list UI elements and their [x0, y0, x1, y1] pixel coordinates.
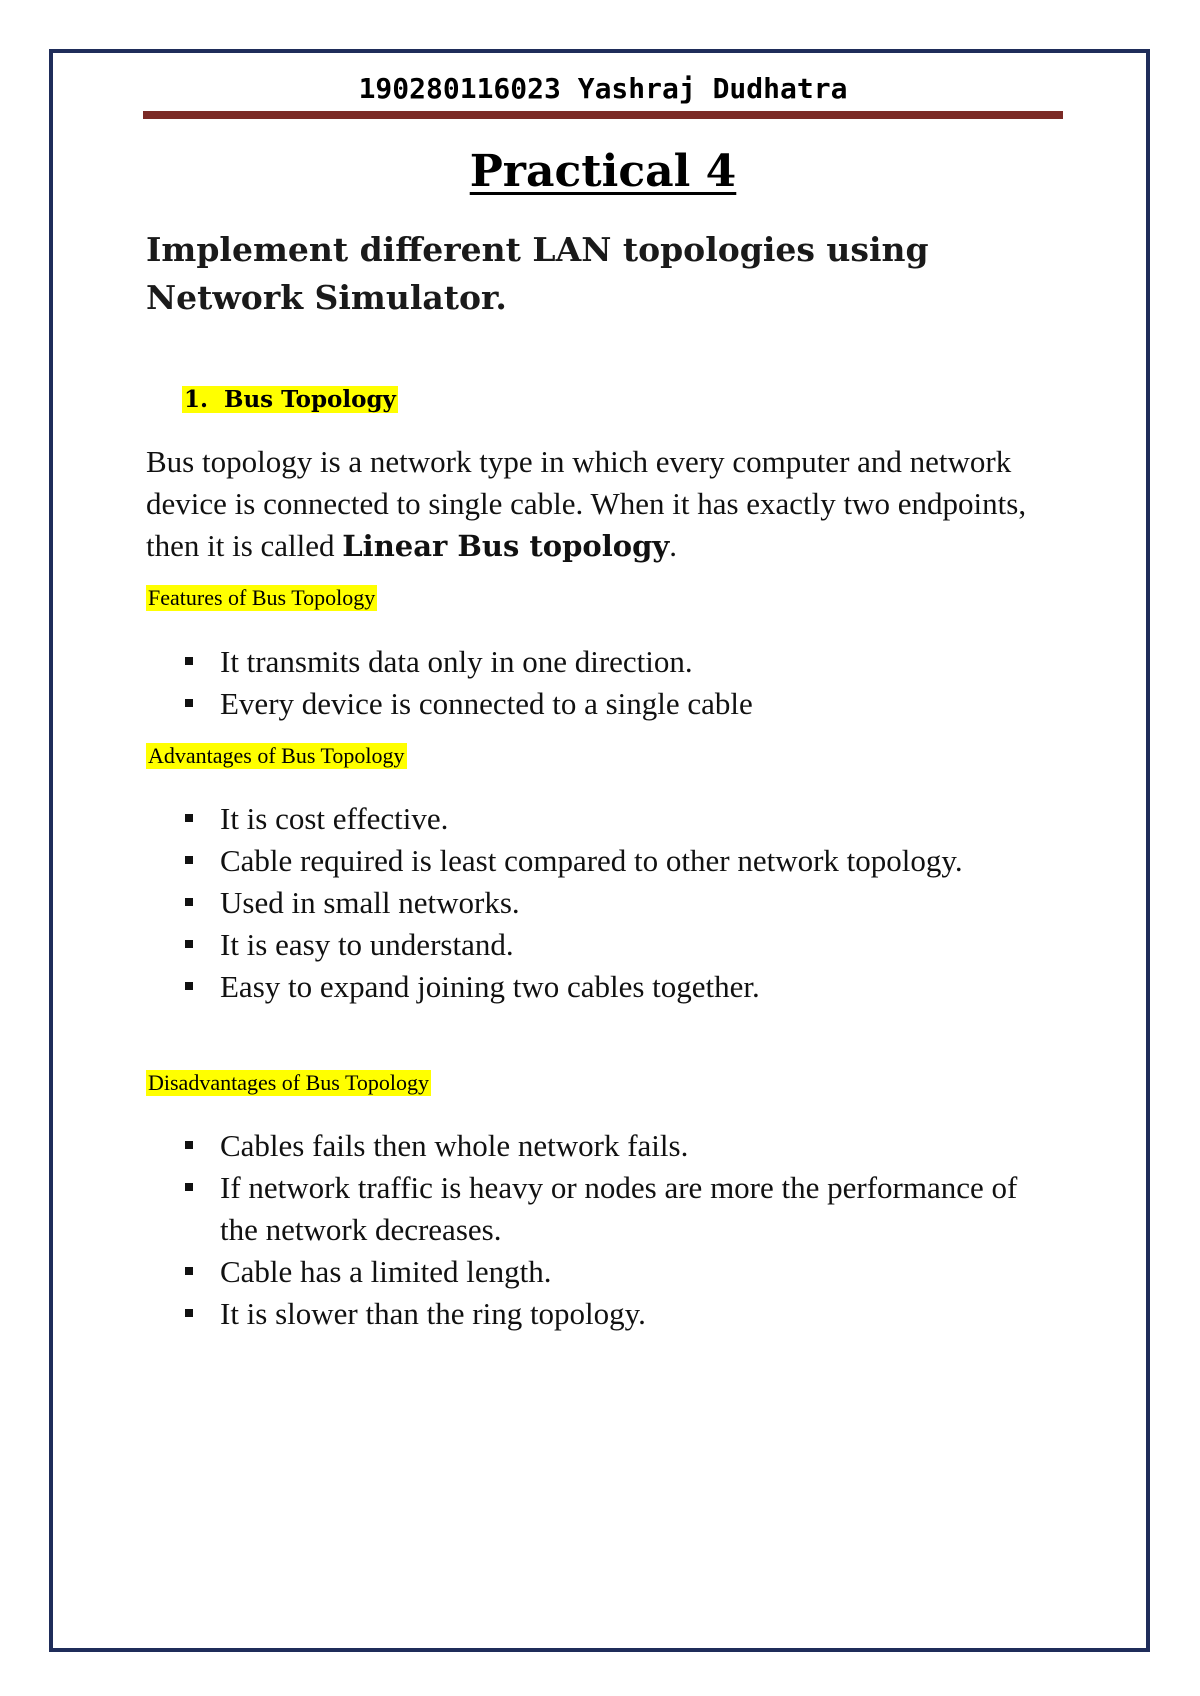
description-bold-term: Linear Bus topology — [342, 529, 670, 563]
practical-aim: Implement different LAN topologies using Network Simulator. — [146, 230, 929, 317]
advantages-label: Advantages of Bus Topology — [148, 743, 405, 768]
bus-topology-description — [146, 441, 1086, 567]
disadvantages-label: Disadvantages of Bus Topology — [148, 1070, 429, 1095]
disadvantages-list — [182, 1125, 1062, 1335]
description-text: Bus topology is a network type in which every computer and network device is connected to single cable. When it has exactly two endpoints, then it is called — [146, 444, 1027, 563]
list-item: It is cost effective. — [182, 798, 1062, 840]
section-number: 1. — [184, 386, 209, 413]
list-item: Used in small networks. — [182, 882, 1062, 924]
list-item: It is easy to understand. — [182, 924, 1062, 966]
list-item: Easy to expand joining two cables together. — [182, 966, 1062, 1008]
header-rule — [143, 111, 1063, 119]
list-item: Cables fails then whole network fails. — [182, 1125, 1062, 1167]
list-item: It is slower than the ring topology. — [182, 1293, 1062, 1335]
list-item: Cable has a limited length. — [182, 1251, 1062, 1293]
list-item: If network traffic is heavy or nodes are more the performance of the network decreases. — [182, 1167, 1062, 1251]
advantages-list — [182, 798, 1062, 1008]
section-heading-bus-topology — [182, 386, 398, 413]
header-name: 190280116023 Yashraj Dudhatra — [358, 72, 848, 105]
features-list — [182, 641, 1062, 725]
list-item: Every device is connected to a single cable — [182, 683, 1062, 725]
list-item: It transmits data only in one direction. — [182, 641, 1062, 683]
description-end: . — [669, 528, 678, 563]
page-title: Practical 4 — [469, 146, 737, 197]
features-label: Features of Bus Topology — [148, 585, 376, 610]
section-heading-text: Bus Topology — [224, 386, 396, 413]
list-item: Cable required is least compared to other network topology. — [182, 840, 1062, 882]
